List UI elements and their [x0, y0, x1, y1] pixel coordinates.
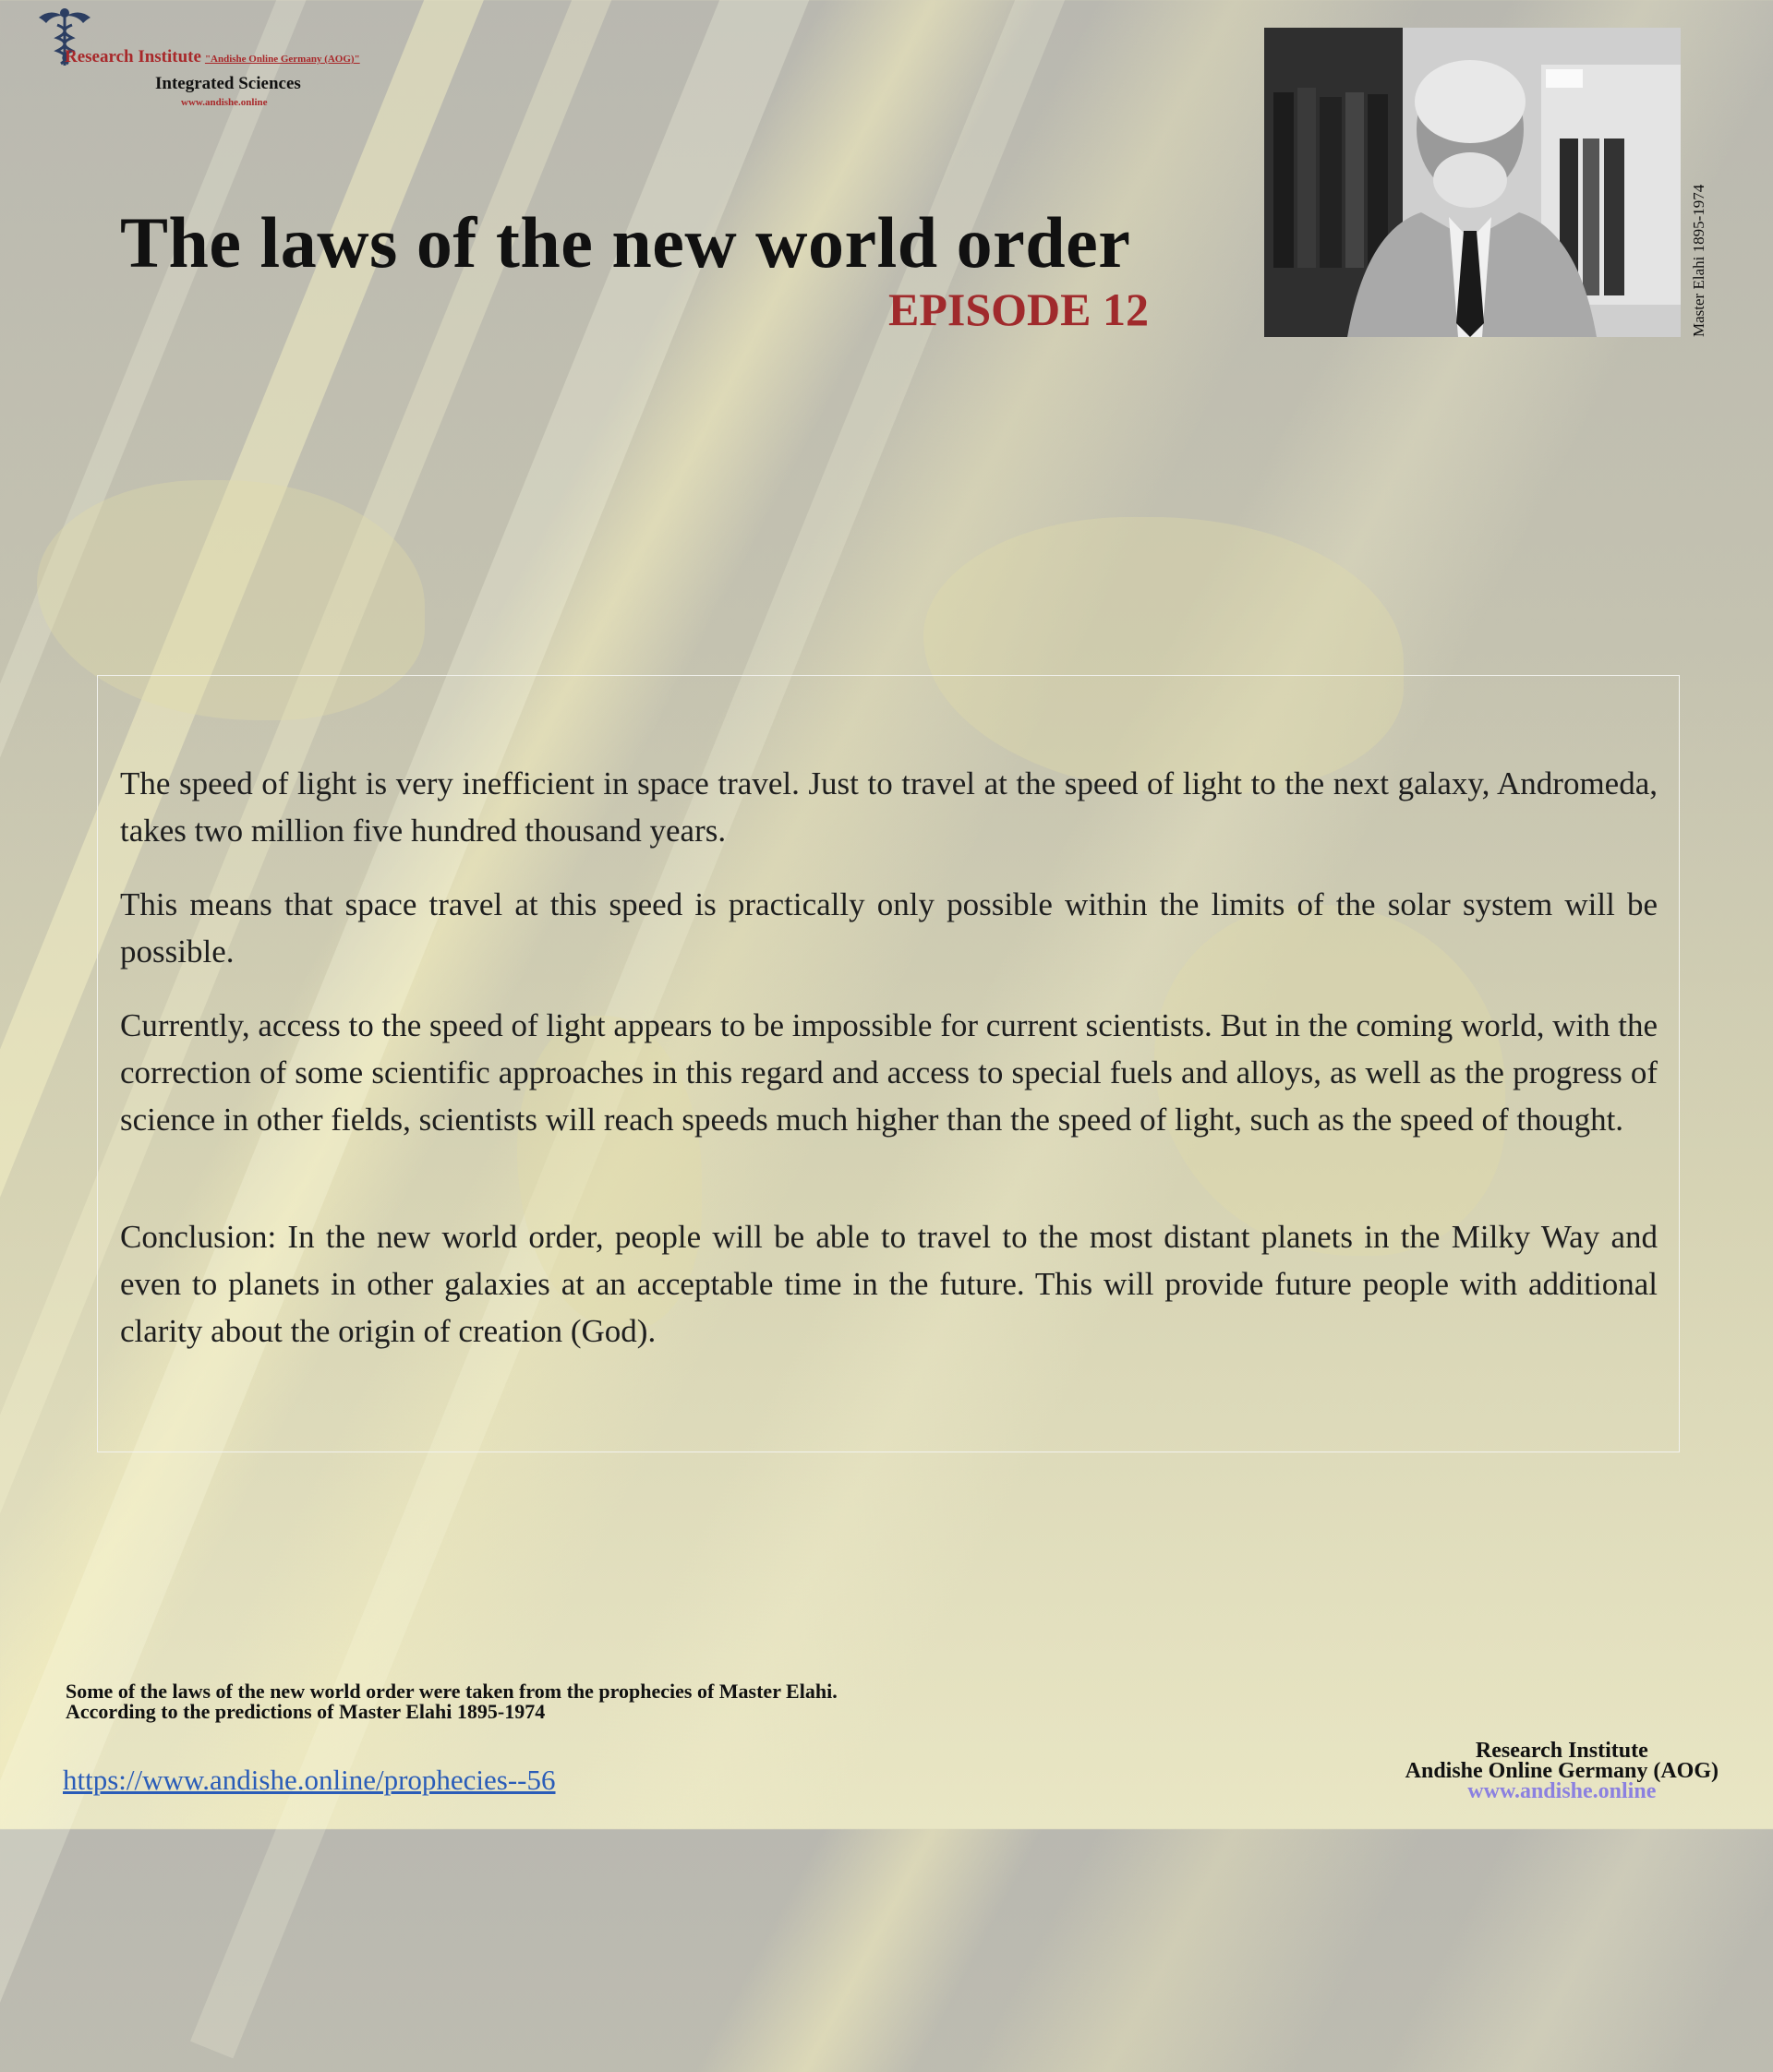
source-note [66, 1681, 838, 1722]
portrait-photo [1264, 28, 1681, 337]
footer-organization [1405, 1741, 1719, 1801]
footer-url[interactable]: www.andishe.online [1467, 1779, 1657, 1803]
source-note-line: According to the predictions of Master Elahi 1895-1974 [66, 1700, 546, 1723]
institute-logo[interactable] [37, 5, 452, 106]
logo-subtitle: Integrated Sciences [155, 74, 301, 93]
page-title: The laws of the new world order [120, 202, 1131, 283]
episode-label: EPISODE 12 [887, 283, 1149, 335]
portrait-image [1264, 28, 1681, 337]
photo-caption: Master Elahi 1895-1974 [1690, 184, 1707, 337]
paragraph-speed-of-light: The speed of light is very inefficient in space travel. Just to travel at the speed of light to the next galaxy, Andromeda, takes two million five hundred thousand years. [120, 765, 1658, 849]
footer-org-line: Research Institute [1475, 1739, 1648, 1763]
paragraph-solar-system: This means that space travel at this speed is practically only possible within the limits of the solar system will be possible. [120, 886, 1658, 970]
prophecies-link[interactable]: https://www.andishe.online/prophecies--56 [63, 1764, 556, 1796]
source-note-line: Some of the laws of the new world order were taken from the prophecies of Master Elahi. [66, 1680, 838, 1703]
paragraph-future-speeds: Currently, access to the speed of light appears to be impossible for current scientists. But in the coming world, with the correction of some scientific approaches in this regard and access to special fuels and alloys, as well as the progress of science in other fields, scientists will reach speeds much higher than the speed of light, such as the speed of thought. [120, 1007, 1658, 1138]
logo-title: Research Institute "Andishe Online Germany (AOG)" [65, 47, 360, 66]
logo-url: www.andishe.online [181, 97, 268, 108]
logo-quote: "Andishe Online Germany (AOG)" [204, 54, 360, 65]
footer-org-line: Andishe Online Germany (AOG) [1405, 1759, 1719, 1783]
paragraph-conclusion: Conclusion: In the new world order, people will be able to travel to the most distant planets in the Milky Way and even to planets in other galaxies at an acceptable time in the future. This will provide future people with additional clarity about the origin of creation (God). [120, 1219, 1658, 1349]
